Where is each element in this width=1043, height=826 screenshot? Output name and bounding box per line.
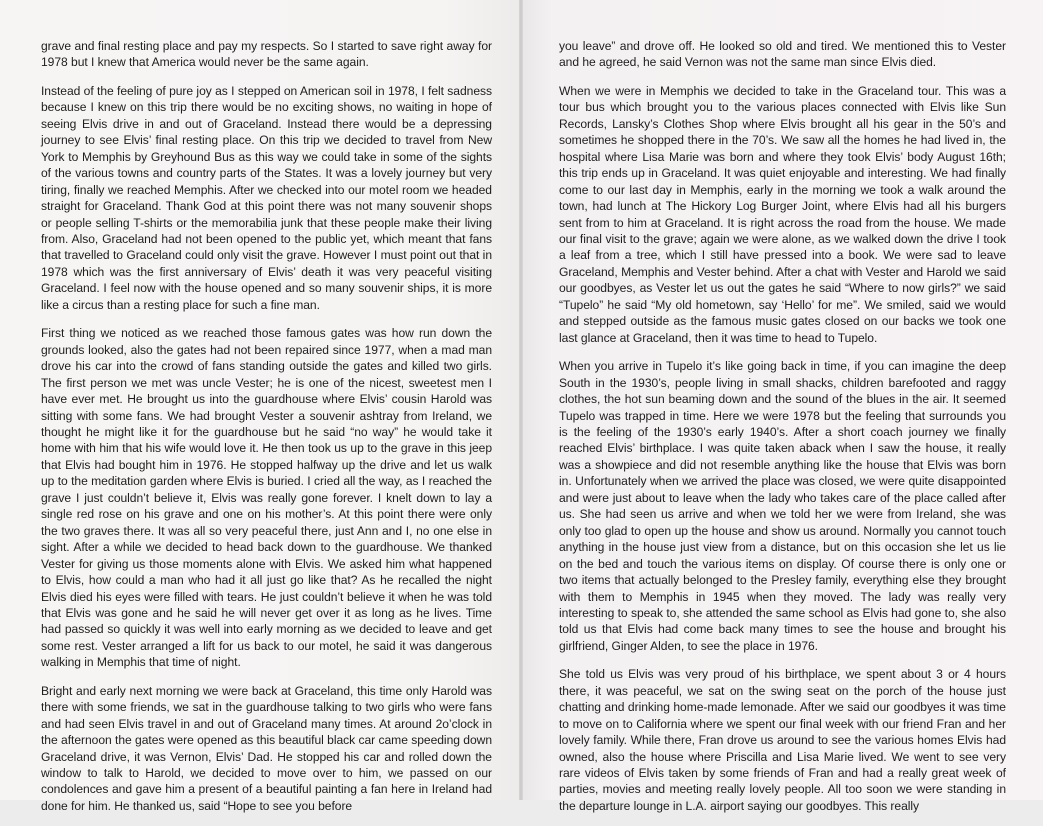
right-paragraph-4: She told us Elvis was very proud of his birthplace, we spent about 3 or 4 hours there, it was peaceful, we sat on the swing seat on the porch of the house just chatting and drinking home-made lemonade. After we said our goodbyes it was time to move on to California where we spent our final week with our friend Fran and her lovely family. While there, Fran drove us around to see the various homes Elvis had owned, also the house where Priscilla and Lisa Marie lived. We went to see very rare videos of Elvis taken by some friends of Fran and had a really great week of parties, movies and meeting really lovely people. All too soon we were standing in the departure lounge in L.A. airport saying our goodbyes. This really: [559, 667, 1006, 813]
right-page: [521, 0, 1043, 813]
left-paragraph-3: First thing we noticed as we reached those famous gates was how run down the grounds looked, also the gates had not been repaired since 1977, when a mad man drove his car into the crowd of fans standing outside the gates and killed two girls. The first person we met was uncle Vester; he is one of the nicest, sweetest men I have ever met. He brought us into the guardhouse where Elvis’ cousin Harold was sitting with some fans. We had brought Vester a souvenir ashtray from Ireland, we thought he might like it for the guardhouse but he said “no way” he would take it home with him that his wife would love it. He then took us up to the grave in this jeep that Elvis had bought him in 1976. He stopped halfway up the drive and let us walk up to the meditation garden where Elvis is buried. I cried all the way, as I reached the grave I just couldn’t believe it, Elvis was really gone forever. I knelt down to lay a single red rose on his grave and one on his mother’s. At this point there were only the two graves there. It was all so very peaceful there, just Ann and I, no one else in sight. After a while we decided to head back down to the guardhouse. We thanked Vester for giving us those moments alone with Elvis. We asked him what happened to Elvis, how could a man who had it all just go like that? As he recalled the night Elvis died his eyes were filled with tears. He just couldn’t believe it when he was told that Elvis was gone and he said he will never get over it as long as he lives. Time had passed so quickly it was well into early morning as we decided to leave and get some rest. Vester arranged a lift for us back to our motel, he said it was dangerous walking in Memphis that time of night.: [41, 326, 492, 670]
left-paragraph-2: Instead of the feeling of pure joy as I stepped on American soil in 1978, I felt sadness because I knew on this trip there would be no exciting shows, no waiting in hope of seeing Elvis drive in and out of Graceland. Instead there would be a depressing journey to see Elvis’ final resting place. On this trip we decided to travel from New York to Memphis by Greyhound Bus as this way we could take in some of the sights of the various towns and country parts of the States. It was a lovely journey but very tiring, finally we reached Memphis. After we checked into our motel room we headed straight for Graceland. Thank God at this point there was not many souvenir shops or people selling T-shirts or the memorabilia junk that these people make their living from. Also, Graceland had not been opened to the public yet, which meant that fans that travelled to Graceland could only visit the grave. However I must point out that in 1978 which was the first anniversary of Elvis’ death it was very peaceful visiting Graceland. I feel now with the house opened and so many souvenir ships, it is more like a circus than a resting place for such a fine man.: [41, 83, 492, 312]
right-page-text: [559, 38, 1006, 826]
left-paragraph-4: Bright and early next morning we were back at Graceland, this time only Harold was there with some friends, we sat in the guardhouse talking to two girls who were fans and had seen Elvis travel in and out of Graceland many times. At around 2o’clock in the afternoon the gates were opened as this beautiful black car came speeding down Graceland drive, it was Vernon, Elvis’ Dad. He stopped his car and rolled down the window to talk to Harold, we decided to move over to him, we passed on our condolences and gave him a present of a beautiful painting a fan here in Ireland had done for him. He thanked us, said “Hope to see you before: [41, 683, 492, 813]
right-paragraph-1: you leave” and drove off. He looked so old and tired. We mentioned this to Vester and he agreed, he said Vernon was not the same man since Elvis died.: [559, 39, 1006, 70]
left-page: [0, 0, 521, 813]
left-page-text: [41, 38, 492, 826]
right-paragraph-2: When we were in Memphis we decided to take in the Graceland tour. This was a tour bus which brought you to the various places connected with Elvis like Sun Records, Lansky’s Clothes Shop where Elvis brought all his gear in the 50’s and sometimes he shopped there in the 70’s. We saw all the homes he had lived in, the hospital where Lisa Marie was born and where they took Elvis’ body August 16th; this trip ends up in Graceland. It was quiet enjoyable and interesting. We had finally come to our last day in Memphis, early in the morning we took a walk around the town, had lunch at The Hickory Log Burger Joint, where Elvis had all his burgers sent from to him at Graceland. It is right across the road from the house. We made our final visit to the grave; again we were alone, as we walked down the drive I took a leaf from a tree, which I still have pressed into a book. We were sad to leave Graceland, Memphis and Vester behind. After a chat with Vester and Harold we said our goodbyes, as Vester let us out the gates he said “Where to now girls?” we said “Tupelo” he said “My old hometown, say ‘Hello’ for me”. We smiled, said we would and stepped outside as the famous music gates closed on our backs we took one last glance at Graceland, then it was time to head to Tupelo.: [559, 83, 1006, 345]
left-paragraph-1: grave and final resting place and pay my respects. So I started to save right away for 1978 but I knew that America would never be the same again.: [41, 39, 492, 70]
right-paragraph-3: When you arrive in Tupelo it’s like going back in time, if you can imagine the deep South in the 1930’s, people living in small shacks, children barefooted and raggy clothes, the hot sun beaming down and the sound of the blues in the air. It seemed Tupelo was trapped in time. Here we were 1978 but the feeling that surrounds you is the feeling of the 1930’s early 1940’s. After a short coach journey we finally reached Elvis’ birthplace. I was quite taken aback when I saw the house, it really was a showpiece and did not resemble anything like the house that Elvis was born in. Unfortunately when we arrived the place was closed, we were quite disappointed and were just about to leave when the lady who takes care of the place called after us. She had seen us arrive and when we told her we were from Ireland, she was only too glad to open up the house and show us around. Normally you cannot touch anything in the house just view from a distance, but on this occasion she let us lie on the bed and touch the various items on display. Of course there is only one or two items that actually belonged to the Presley family, everything else they brought with them to Memphis in 1945 when they moved. The lady was really very interesting to speak to, she attended the same school as Elvis had gone to, she also told us that Elvis had come back many times to see the house and brought his girlfriend, Ginger Alden, to see the place in 1976.: [559, 359, 1006, 653]
book-gutter: [519, 0, 523, 800]
